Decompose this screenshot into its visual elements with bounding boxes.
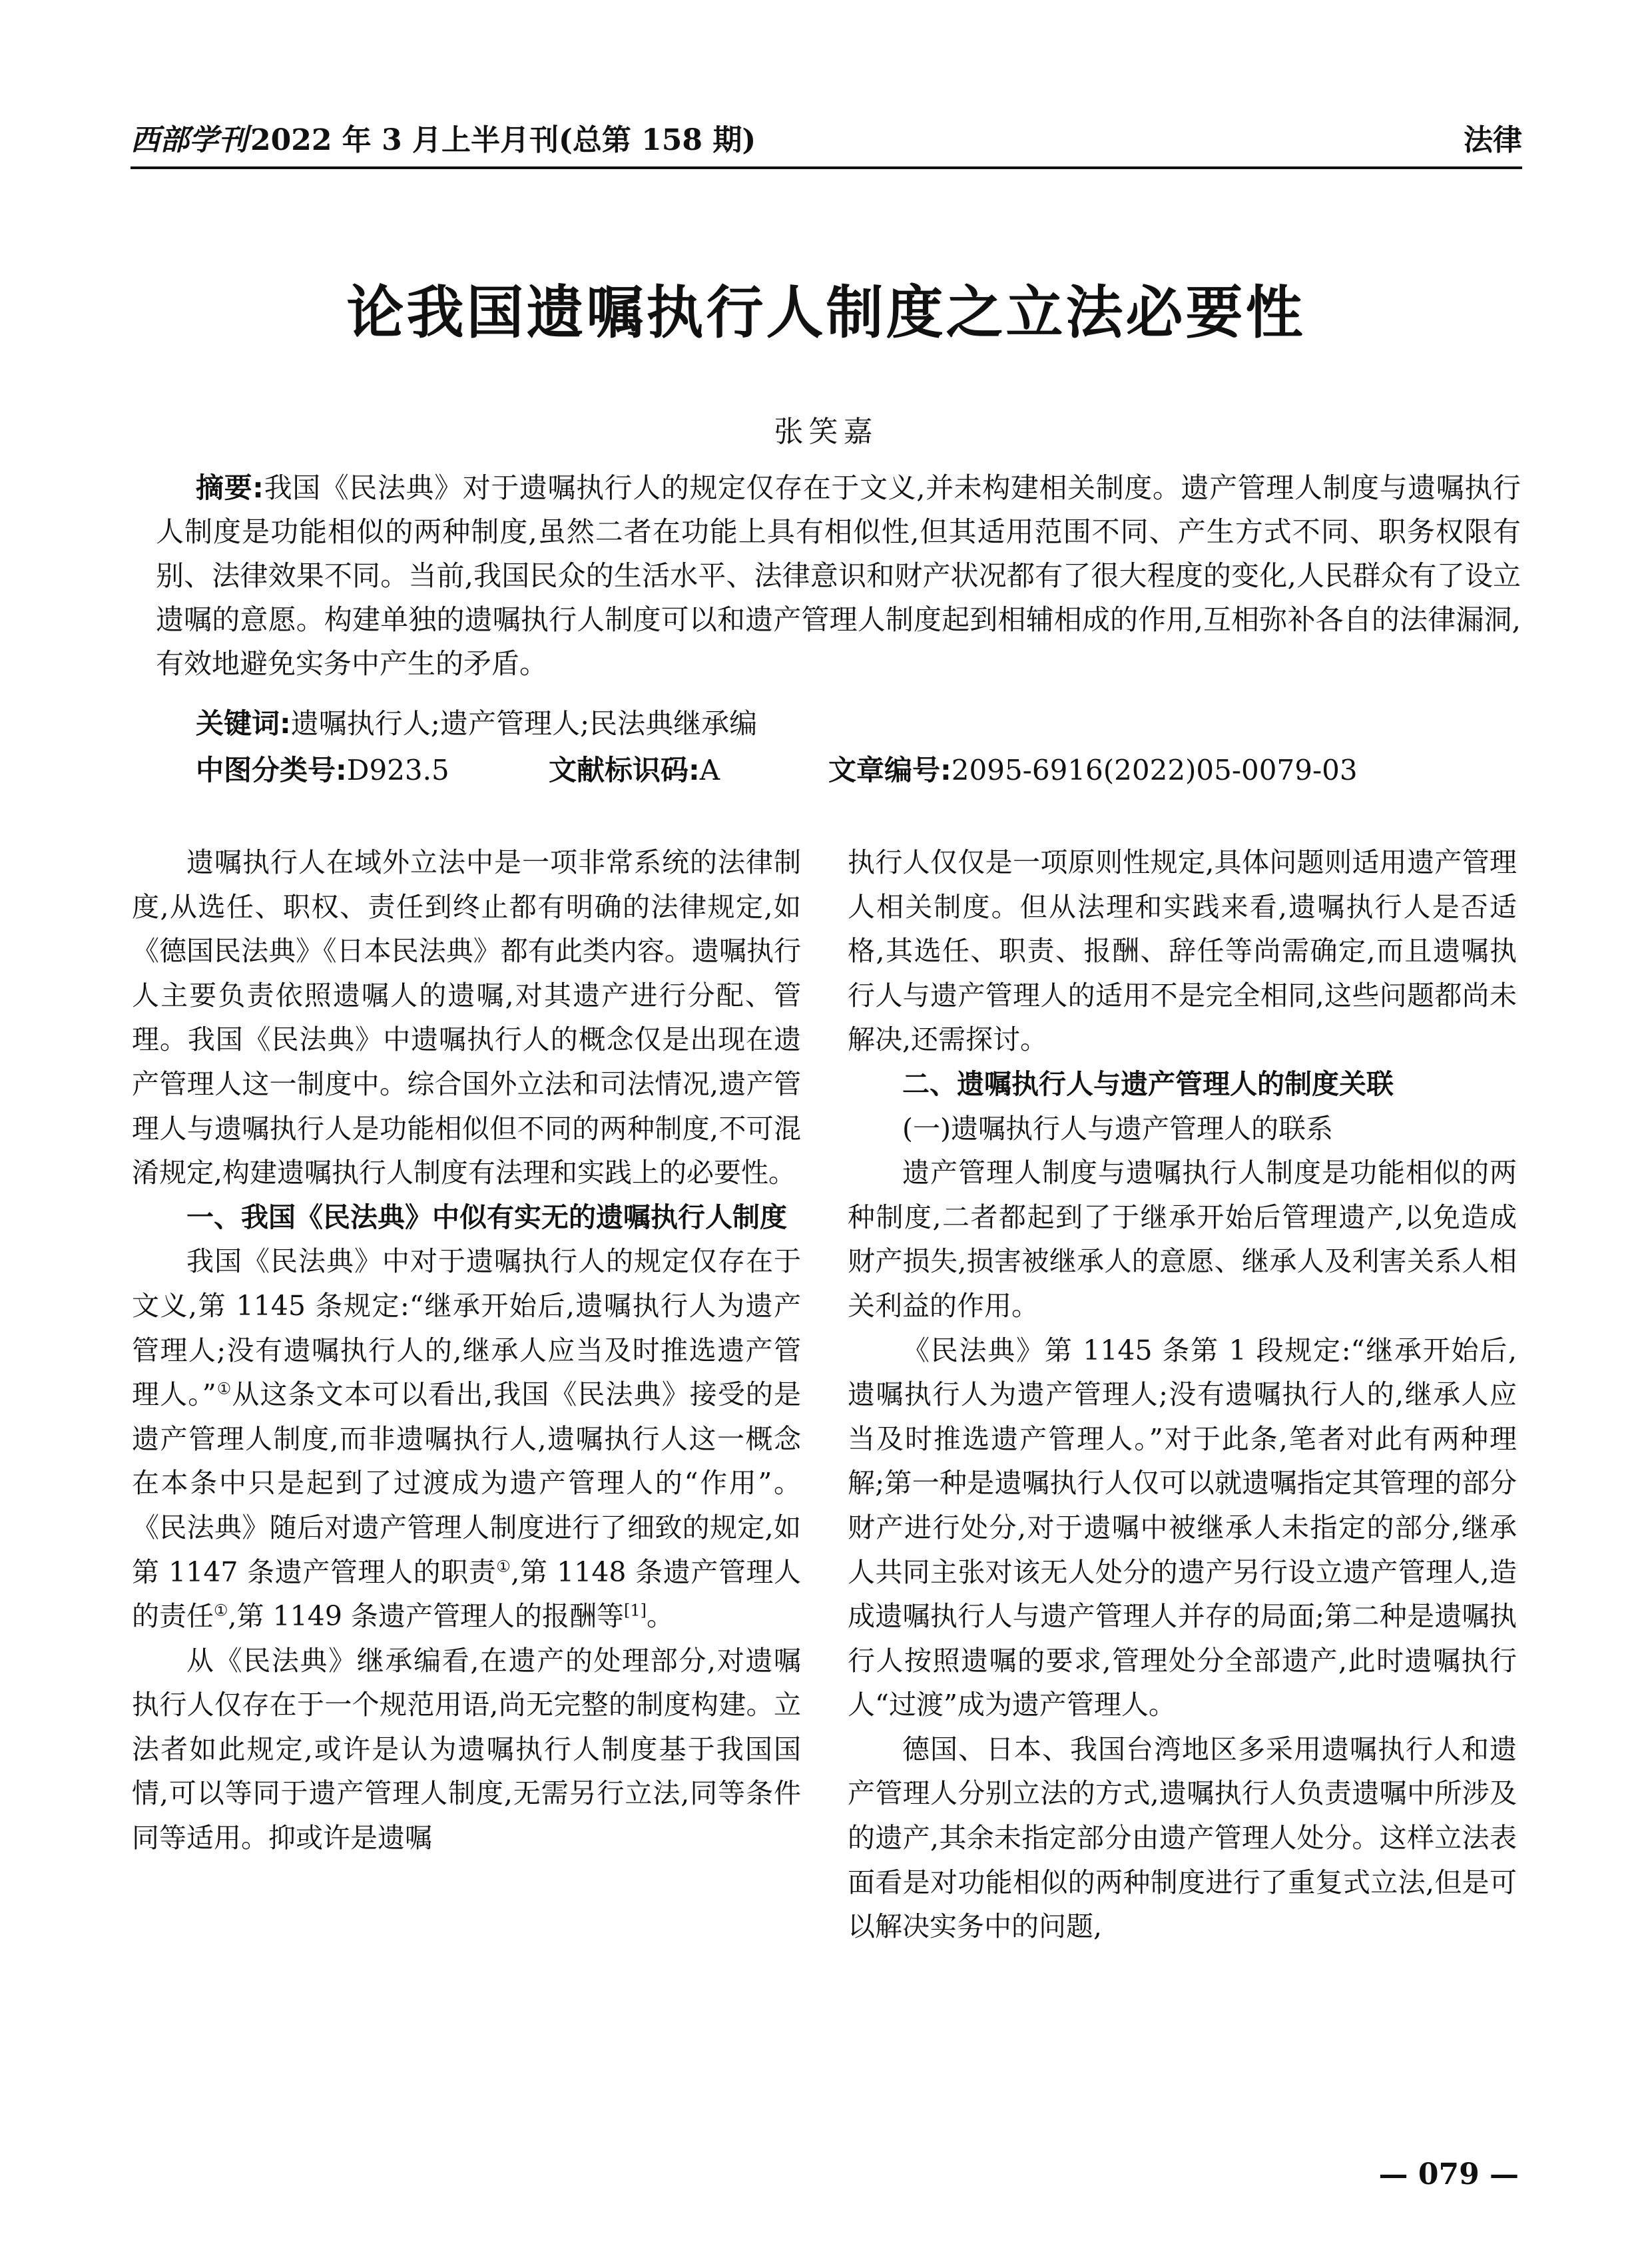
text-run: 我国《民法典》中对于遗嘱执行人的规定仅存在于文义,第 1145 条规定:“继承开始后,遗嘱执行人为遗产管理人;没有遗嘱执行人的,继承人应当及时推选遗产管理人。” <box>132 1245 801 1411</box>
clc-field <box>196 748 449 788</box>
text-run: 。 <box>646 1600 674 1633</box>
footnote-marker: ① <box>496 1556 511 1575</box>
section-name: 法律 <box>1464 123 1522 157</box>
subsection-heading: (一)遗嘱执行人与遗产管理人的联系 <box>902 1112 1333 1145</box>
reference-marker: [1] <box>623 1601 647 1620</box>
article-no-field <box>828 748 1358 788</box>
doc-code-label: 文献标识码: <box>549 754 700 786</box>
keywords <box>196 702 757 742</box>
article-title: 论我国遗嘱执行人制度之立法必要性 <box>346 279 1306 346</box>
doc-code-value: A <box>699 754 720 786</box>
running-header <box>131 113 1522 160</box>
section-heading-1: 一、我国《民法典》中似有实无的遗嘱执行人制度 <box>186 1201 787 1233</box>
keywords-label: 关键词: <box>196 707 291 740</box>
article-author: 张笑嘉 <box>774 415 878 449</box>
footnote-marker: ① <box>216 1379 232 1398</box>
body-paragraph: 遗嘱执行人在域外立法中是一项非常系统的法律制度,从选任、职权、责任到终止都有明确的法律规定,如《德国民法典》《日本民法典》都有此类内容。遗嘱执行人主要负责依照遗嘱人的遗嘱,对其遗产进行分配、管理。我国《民法典》中遗嘱执行人的概念仅是出现在遗产管理人这一制度中。综合国外立法和司法情况,遗产管理人与遗嘱执行人是功能相似但不同的两种制度,不可混淆规定,构建遗嘱执行人制度有法理和实践上的必要性。 <box>132 846 801 1189</box>
abstract-label: 摘要: <box>196 471 264 504</box>
body-paragraph: 执行人仅仅是一项原则性规定,具体问题则适用遗产管理人相关制度。但从法理和实践来看,遗嘱执行人是否适格,其选任、职责、报酬、辞任等尚需确定,而且遗嘱执行人与遗产管理人的适用不是完全相同,这些问题都尚未解决,还需探讨。 <box>848 846 1517 1056</box>
abstract-text: 我国《民法典》对于遗嘱执行人的规定仅存在于文义,并未构建相关制度。遗产管理人制度与遗嘱执行人制度是功能相似的两种制度,虽然二者在功能上具有相似性,但其适用范围不同、产生方式不同、职务权限有别、法律效果不同。当前,我国民众的生活水平、法律意识和财产状况都有了很大程度的变化,人民群众有了设立遗嘱的意愿。构建单独的遗嘱执行人制度可以和遗产管理人制度起到相辅相成的作用,互相弥补各自的法律漏洞,有效地避免实务中产生的矛盾。 <box>156 471 1521 680</box>
text-run: 从这条文本可以看出,我国《民法典》接受的是遗产管理人制度,而非遗嘱执行人,遗嘱执行人这一概念在本条中只是起到了过渡成为遗产管理人的“作用”。《民法典》随后对遗产管理人制度进行了细致的规定,如第 1147 条遗产管理人的职责 <box>132 1378 802 1588</box>
footnote-marker: ① <box>214 1601 228 1620</box>
article-no-value: 2095-6916(2022)05-0079-03 <box>951 754 1358 786</box>
issue-info: 2022 年 3 月上半月刊(总第 158 期) <box>250 123 756 157</box>
clc-label: 中图分类号: <box>196 754 347 786</box>
journal-issue <box>131 116 756 158</box>
page-number: — 079 — <box>1378 2157 1519 2191</box>
text-run: ,第 1149 条遗产管理人的报酬等 <box>228 1600 624 1633</box>
journal-logo: 西部学刊 <box>131 123 248 157</box>
right-column <box>848 840 1517 1949</box>
keywords-text: 遗嘱执行人;遗产管理人;民法典继承编 <box>290 707 758 740</box>
clc-value: D923.5 <box>346 754 449 786</box>
article-meta <box>196 748 1527 788</box>
body-paragraph: 德国、日本、我国台湾地区多采用遗嘱执行人和遗产管理人分别立法的方式,遗嘱执行人负责遗嘱中所涉及的遗产,其余未指定部分由遗产管理人处分。这样立法表面看是对功能相似的两种制度进行了重复式立法,但是可以解决实务中的问题, <box>848 1733 1517 1943</box>
text-run: ,第 1148 条遗产管理人的责任 <box>132 1555 801 1633</box>
body-paragraph <box>132 1239 801 1638</box>
body-paragraph: 遗产管理人制度与遗嘱执行人制度是功能相似的两种制度,二者都起到了于继承开始后管理遗产,以免造成财产损失,损害被继承人的意愿、继承人及利害关系人相关利益的作用。 <box>848 1157 1517 1322</box>
header-rule <box>131 166 1522 169</box>
left-column <box>132 840 801 1860</box>
article-no-label: 文章编号: <box>828 754 952 786</box>
abstract <box>156 466 1521 686</box>
body-paragraph: 从《民法典》继承编看,在遗产的处理部分,对遗嘱执行人仅存在于一个规范用语,尚无完整的制度构建。立法者如此规定,或许是认为遗嘱执行人制度基于我国国情,可以等同于遗产管理人制度,无需另行立法,同等条件同等适用。抑或许是遗嘱 <box>132 1644 801 1854</box>
doc-code-field <box>549 748 720 788</box>
body-paragraph: 《民法典》第 1145 条第 1 段规定:“继承开始后,遗嘱执行人为遗产管理人;没有遗嘱执行人的,继承人应当及时推选遗产管理人。”对于此条,笔者对此有两种理解;第一种是遗嘱执行人仅可以就遗嘱指定其管理的部分财产进行处分,对于遗嘱中被继承人未指定的部分,继承人共同主张对该无人处分的遗产另行设立遗产管理人,造成遗嘱执行人与遗产管理人并存的局面;第二种是遗嘱执行人按照遗嘱的要求,管理处分全部遗产,此时遗嘱执行人“过渡”成为遗产管理人。 <box>848 1334 1517 1721</box>
section-heading-2: 二、遗嘱执行人与遗产管理人的制度关联 <box>902 1067 1394 1100</box>
